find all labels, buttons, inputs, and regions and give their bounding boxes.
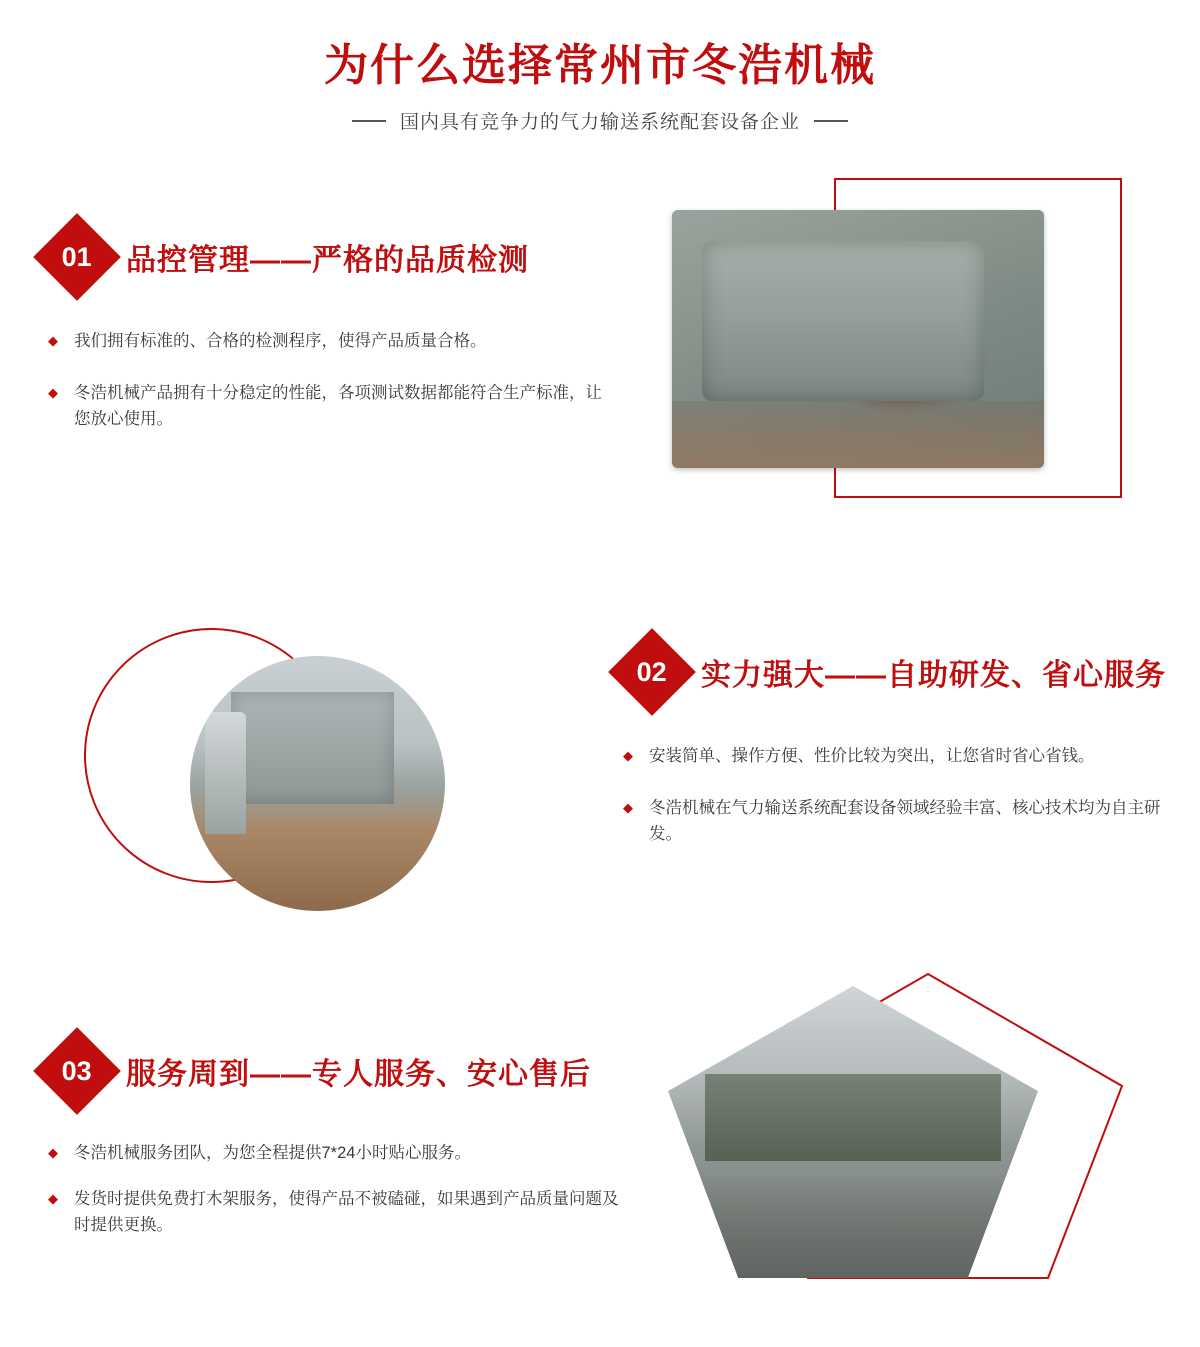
bullet-text: 冬浩机械在气力输送系统配套设备领域经验丰富、核心技术均为自主研发。 — [649, 799, 1161, 843]
section-1-bullets — [48, 328, 606, 432]
section-2-number: 02 — [636, 656, 668, 687]
bullet-diamond-icon: ◆ — [48, 1145, 58, 1160]
bullet-diamond-icon: ◆ — [48, 385, 58, 400]
list-item — [623, 743, 1191, 769]
list-item — [48, 328, 606, 354]
section-3-title: 服务周到——专人服务、安心售后 — [126, 1058, 591, 1091]
page-subtitle: 国内具有竞争力的气力输送系统配套设备企业 — [399, 112, 800, 133]
bullet-text: 安装简单、操作方便、性价比较为突出，让您省时省心省钱。 — [649, 747, 1095, 765]
section-2-title: 实力强大——自助研发、省心服务 — [701, 659, 1166, 692]
section-1-image-group — [672, 178, 1124, 500]
list-item — [623, 795, 1191, 847]
bullet-diamond-icon: ◆ — [623, 748, 633, 763]
subtitle-dash-right — [814, 120, 848, 122]
list-item — [48, 1186, 626, 1238]
section-2-number-badge — [608, 628, 696, 716]
subtitle-dash-left — [352, 120, 386, 122]
section-2-image-group — [84, 628, 484, 913]
section-3-image-group — [668, 968, 1128, 1298]
list-item — [48, 1140, 626, 1166]
dust-collector-plant-photo — [190, 656, 445, 911]
section-1-number: 01 — [61, 241, 93, 272]
bullet-diamond-icon: ◆ — [623, 800, 633, 815]
section-1-title: 品控管理——严格的品质检测 — [126, 244, 529, 277]
section-2-heading — [621, 641, 1191, 703]
section-2-bullets — [623, 743, 1191, 847]
section-service — [46, 1040, 626, 1258]
section-3-number: 03 — [61, 1055, 93, 1086]
bullet-diamond-icon: ◆ — [48, 1191, 58, 1206]
roots-blower-photo — [672, 210, 1044, 468]
dust-collector-plant-image — [190, 656, 445, 911]
roots-blower-image — [672, 210, 1044, 468]
section-1-heading — [46, 226, 606, 288]
bullet-text: 冬浩机械服务团队，为您全程提供7*24小时贴心服务。 — [74, 1144, 471, 1162]
section-3-number-badge — [33, 1027, 121, 1115]
list-item — [48, 380, 606, 432]
subtitle-row — [0, 107, 1200, 134]
bullet-text: 冬浩机械产品拥有十分稳定的性能，各项测试数据都能符合生产标准，让您放心使用。 — [74, 384, 602, 428]
section-quality-control — [46, 226, 606, 458]
bullet-text: 发货时提供免费打木架服务，使得产品不被磕碰，如果遇到产品质量问题及时提供更换。 — [74, 1190, 619, 1234]
bullet-text: 我们拥有标准的、合格的检测程序，使得产品质量合格。 — [74, 332, 487, 350]
section-strength — [621, 641, 1191, 873]
section-1-number-badge — [33, 213, 121, 301]
section-3-bullets — [48, 1140, 626, 1238]
page-header — [0, 0, 1200, 134]
section-3-heading — [46, 1040, 626, 1102]
page-title: 为什么选择常州市冬浩机械 — [324, 41, 876, 90]
bullet-diamond-icon: ◆ — [48, 333, 58, 348]
